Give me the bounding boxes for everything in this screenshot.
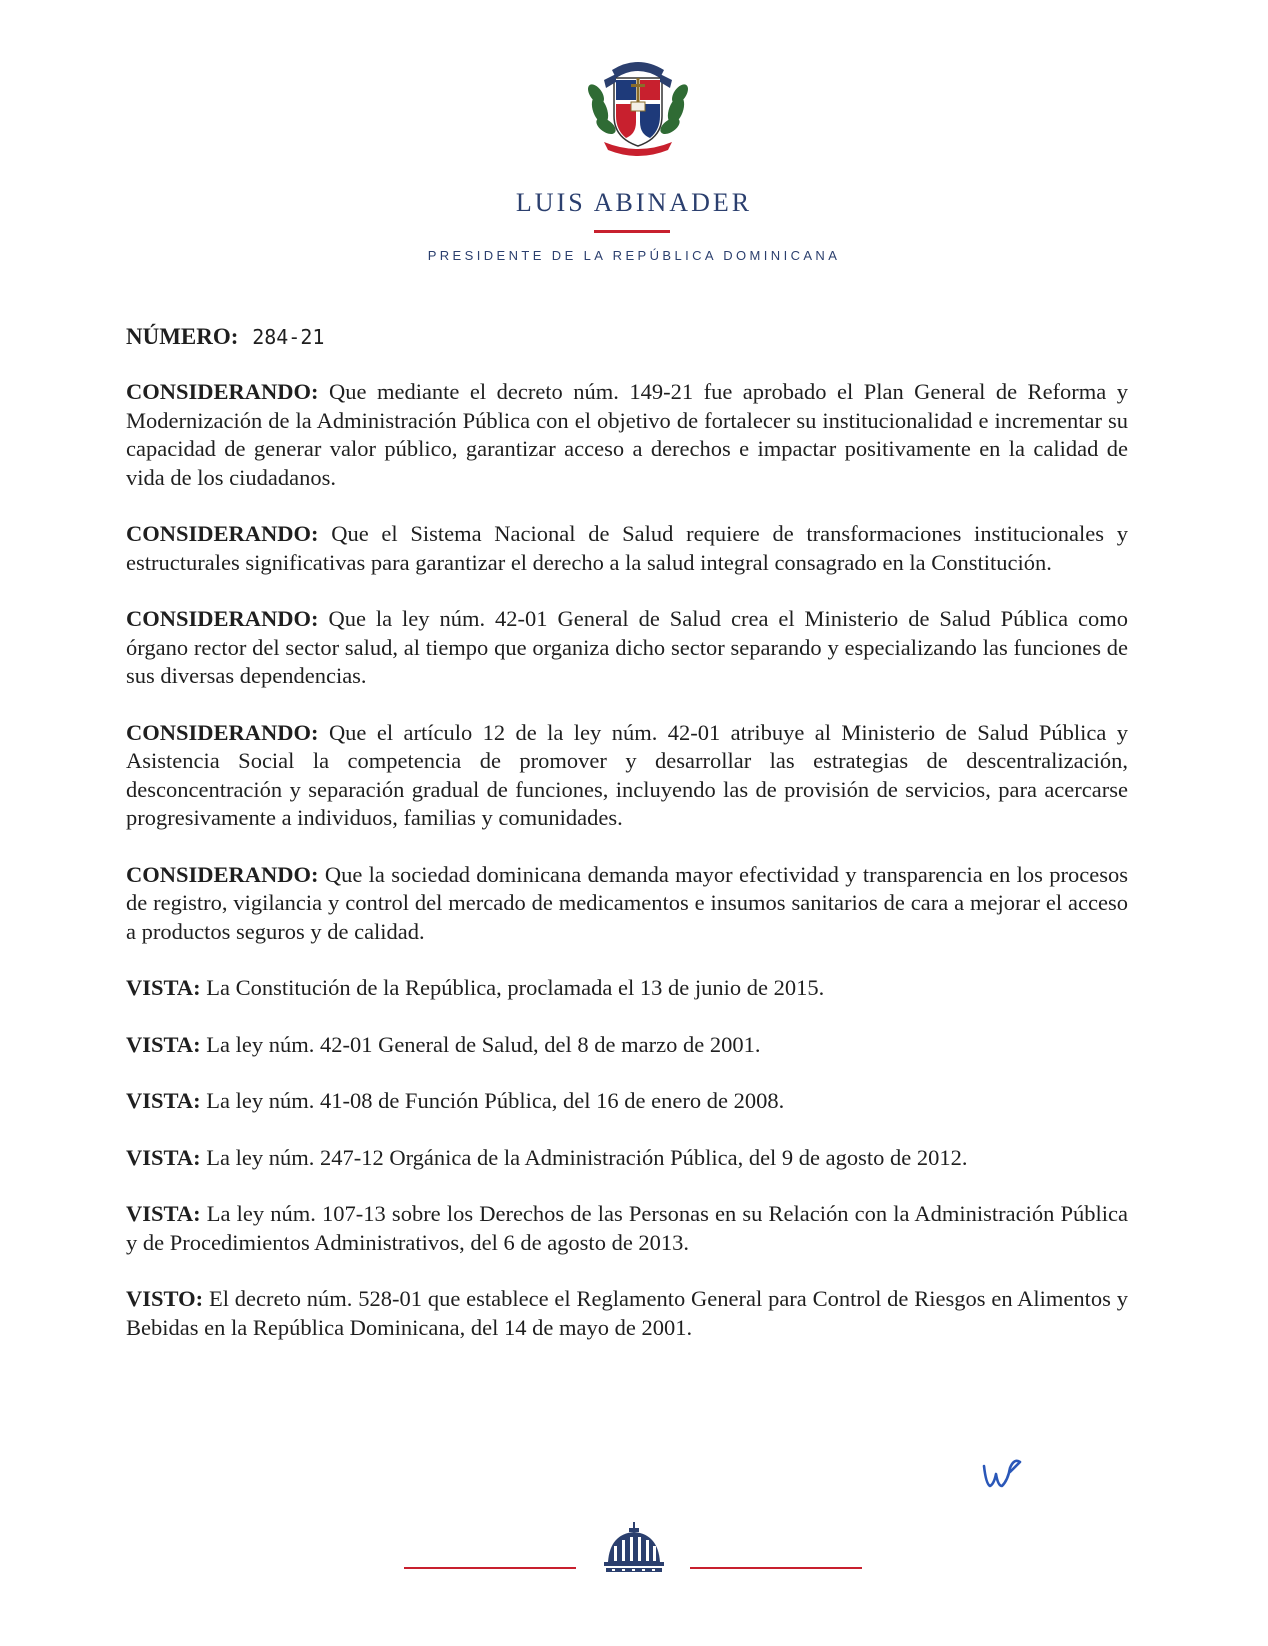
paragraph-text: La Constitución de la República, proclamada el 13 de junio de 2015. (206, 975, 825, 1000)
paragraph-label: CONSIDERANDO: (126, 606, 319, 631)
paragraph-label: CONSIDERANDO: (126, 719, 319, 745)
paragraph-text: Que la ley núm. 42-01 General de Salud crea el Ministerio de Salud Pública como órgano rector del sector salud, al tiempo que organiza dicho sector separando y especializando las funciones de sus diversas dependencias. (126, 606, 1128, 688)
palace-dome-icon (602, 1522, 666, 1574)
footer-rule-left (404, 1567, 576, 1569)
paragraph (126, 861, 1128, 947)
paragraph-text: Que el Sistema Nacional de Salud requiere de transformaciones institucionales y estructurales significativas para garantizar el derecho a la salud integral consagrado en la Constitución. (126, 521, 1128, 575)
paragraph-label: VISTO: (126, 1286, 204, 1311)
footer-rule-right (690, 1567, 862, 1569)
paragraph-label: VISTA: (126, 1031, 201, 1057)
paragraph-text: La ley núm. 42-01 General de Salud, del 8 de marzo de 2001. (206, 1031, 761, 1057)
paragraph-label: CONSIDERANDO: (126, 521, 319, 546)
paragraph-label: VISTA: (126, 975, 201, 1000)
paragraph (126, 378, 1128, 492)
paragraph-label: VISTA: (126, 1201, 201, 1226)
paragraph (126, 1087, 1128, 1116)
paragraph (126, 520, 1128, 577)
paragraph-label: VISTA: (126, 1088, 201, 1113)
dominican-coat-of-arms-icon (582, 50, 694, 160)
paragraph (126, 605, 1128, 691)
paragraph-text: Que mediante el decreto núm. 149-21 fue aprobado el Plan General de Reforma y Modernización de la Administración Pública con el objetivo de fortalecer su institucionalidad e incrementar su capacidad de generar valor público, garantizar acceso a derechos e impactar positivamente en la calidad de vida de los ciudadanos. (126, 379, 1129, 490)
paragraph (126, 974, 1128, 1003)
president-title: PRESIDENTE DE LA REPÚBLICA DOMINICANA (427, 248, 841, 263)
paragraph-label: CONSIDERANDO: (126, 379, 319, 404)
paragraph-label: VISTA: (126, 1144, 201, 1170)
paragraph-text: El decreto núm. 528-01 que establece el Reglamento General para Control de Riesgos en Alimentos y Bebidas en la República Dominicana, del 14 de mayo de 2001. (126, 1286, 1128, 1340)
decree-number-label: NÚMERO: (126, 324, 239, 349)
decree-number (126, 324, 324, 350)
decree-body (126, 378, 1128, 1370)
paragraph (126, 1144, 1128, 1173)
paragraph-text: La ley núm. 107-13 sobre los Derechos de las Personas en su Relación con la Administración Pública y de Procedimientos Administrativos, del 6 de agosto de 2013. (126, 1201, 1129, 1255)
paragraph (126, 1200, 1128, 1257)
name-divider (594, 230, 670, 233)
paragraph-text: Que la sociedad dominicana demanda mayor efectividad y transparencia en los procesos de registro, vigilancia y control del mercado de medicamentos e insumos sanitarios de cara a mejorar el acceso a productos seguros y de calidad. (126, 861, 1129, 944)
paragraph-text: Que el artículo 12 de la ley núm. 42-01 atribuye al Ministerio de Salud Pública y Asistencia Social la competencia de promover y desarrollar las estrategias de descentralización, desconcentración y separación gradual de funciones, incluyendo las de provisión de servicios, para acercarse progresivamente a individuos, familias y comunidades. (126, 719, 1129, 830)
president-name: LUIS ABINADER (515, 188, 753, 217)
decree-number-value: 284-21 (252, 325, 325, 349)
paragraph (126, 1285, 1128, 1342)
paragraph-label: CONSIDERANDO: (126, 861, 319, 887)
handwritten-initials-icon (980, 1454, 1024, 1494)
paragraph (126, 719, 1128, 833)
paragraph (126, 1031, 1128, 1060)
paragraph-text: La ley núm. 247-12 Orgánica de la Administración Pública, del 9 de agosto de 2012. (206, 1144, 968, 1170)
paragraph-text: La ley núm. 41-08 de Función Pública, del 16 de enero de 2008. (206, 1088, 785, 1113)
